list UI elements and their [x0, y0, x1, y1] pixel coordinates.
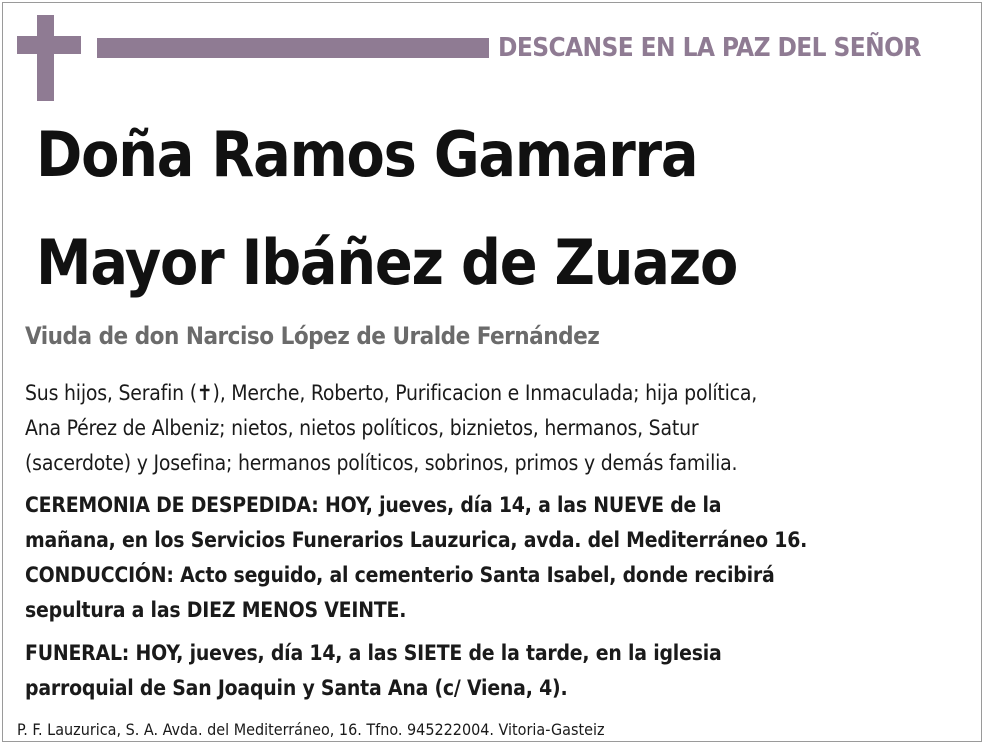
funeral-line: FUNERAL: HOY, jueves, día 14, a las SIETE de la tarde, en la iglesia [25, 641, 722, 665]
cross-vertical-bar [37, 15, 54, 101]
header-motto: DESCANSE EN LA PAZ DEL SEÑOR [498, 33, 921, 63]
cross-horizontal-bar [17, 36, 81, 54]
funeral-home-footer: P. F. Lauzurica, S. A. Avda. del Mediterráneo, 16. Tfno. 945222004. Vitoria-Gasteiz [17, 720, 605, 739]
ceremony-line: mañana, en los Servicios Funerarios Lauzurica, avda. del Mediterráneo 16. [25, 528, 808, 552]
family-line: (sacerdote) y Josefina; hermanos políticos, sobrinos, primos y demás familia. [25, 451, 738, 475]
ceremony-line: CEREMONIA DE DESPEDIDA: HOY, jueves, día 14, a las NUEVE de la [25, 493, 722, 517]
family-paragraph [25, 376, 975, 481]
family-line: Sus hijos, Serafin (✝), Merche, Roberto, Purificacion e Inmaculada; hija política, [25, 381, 758, 405]
header-rule [97, 38, 489, 58]
ceremony-line: sepultura a las DIEZ MENOS VEINTE. [25, 598, 407, 622]
funeral-line: parroquial de San Joaquin y Santa Ana (c/ Viena, 4). [25, 676, 568, 700]
obituary-card [2, 2, 982, 742]
deceased-name-line1: Doña Ramos Gamarra [36, 118, 698, 191]
deceased-name-line2: Mayor Ibáñez de Zuazo [36, 226, 738, 299]
funeral-paragraph [25, 636, 975, 706]
ceremony-paragraph [25, 488, 975, 628]
family-line: Ana Pérez de Albeniz; nietos, nietos políticos, biznietos, hermanos, Satur [25, 416, 699, 440]
ceremony-line: CONDUCCIÓN: Acto seguido, al cementerio Santa Isabel, donde recibirá [25, 563, 775, 587]
widow-subtitle: Viuda de don Narciso López de Uralde Fernández [25, 322, 600, 350]
